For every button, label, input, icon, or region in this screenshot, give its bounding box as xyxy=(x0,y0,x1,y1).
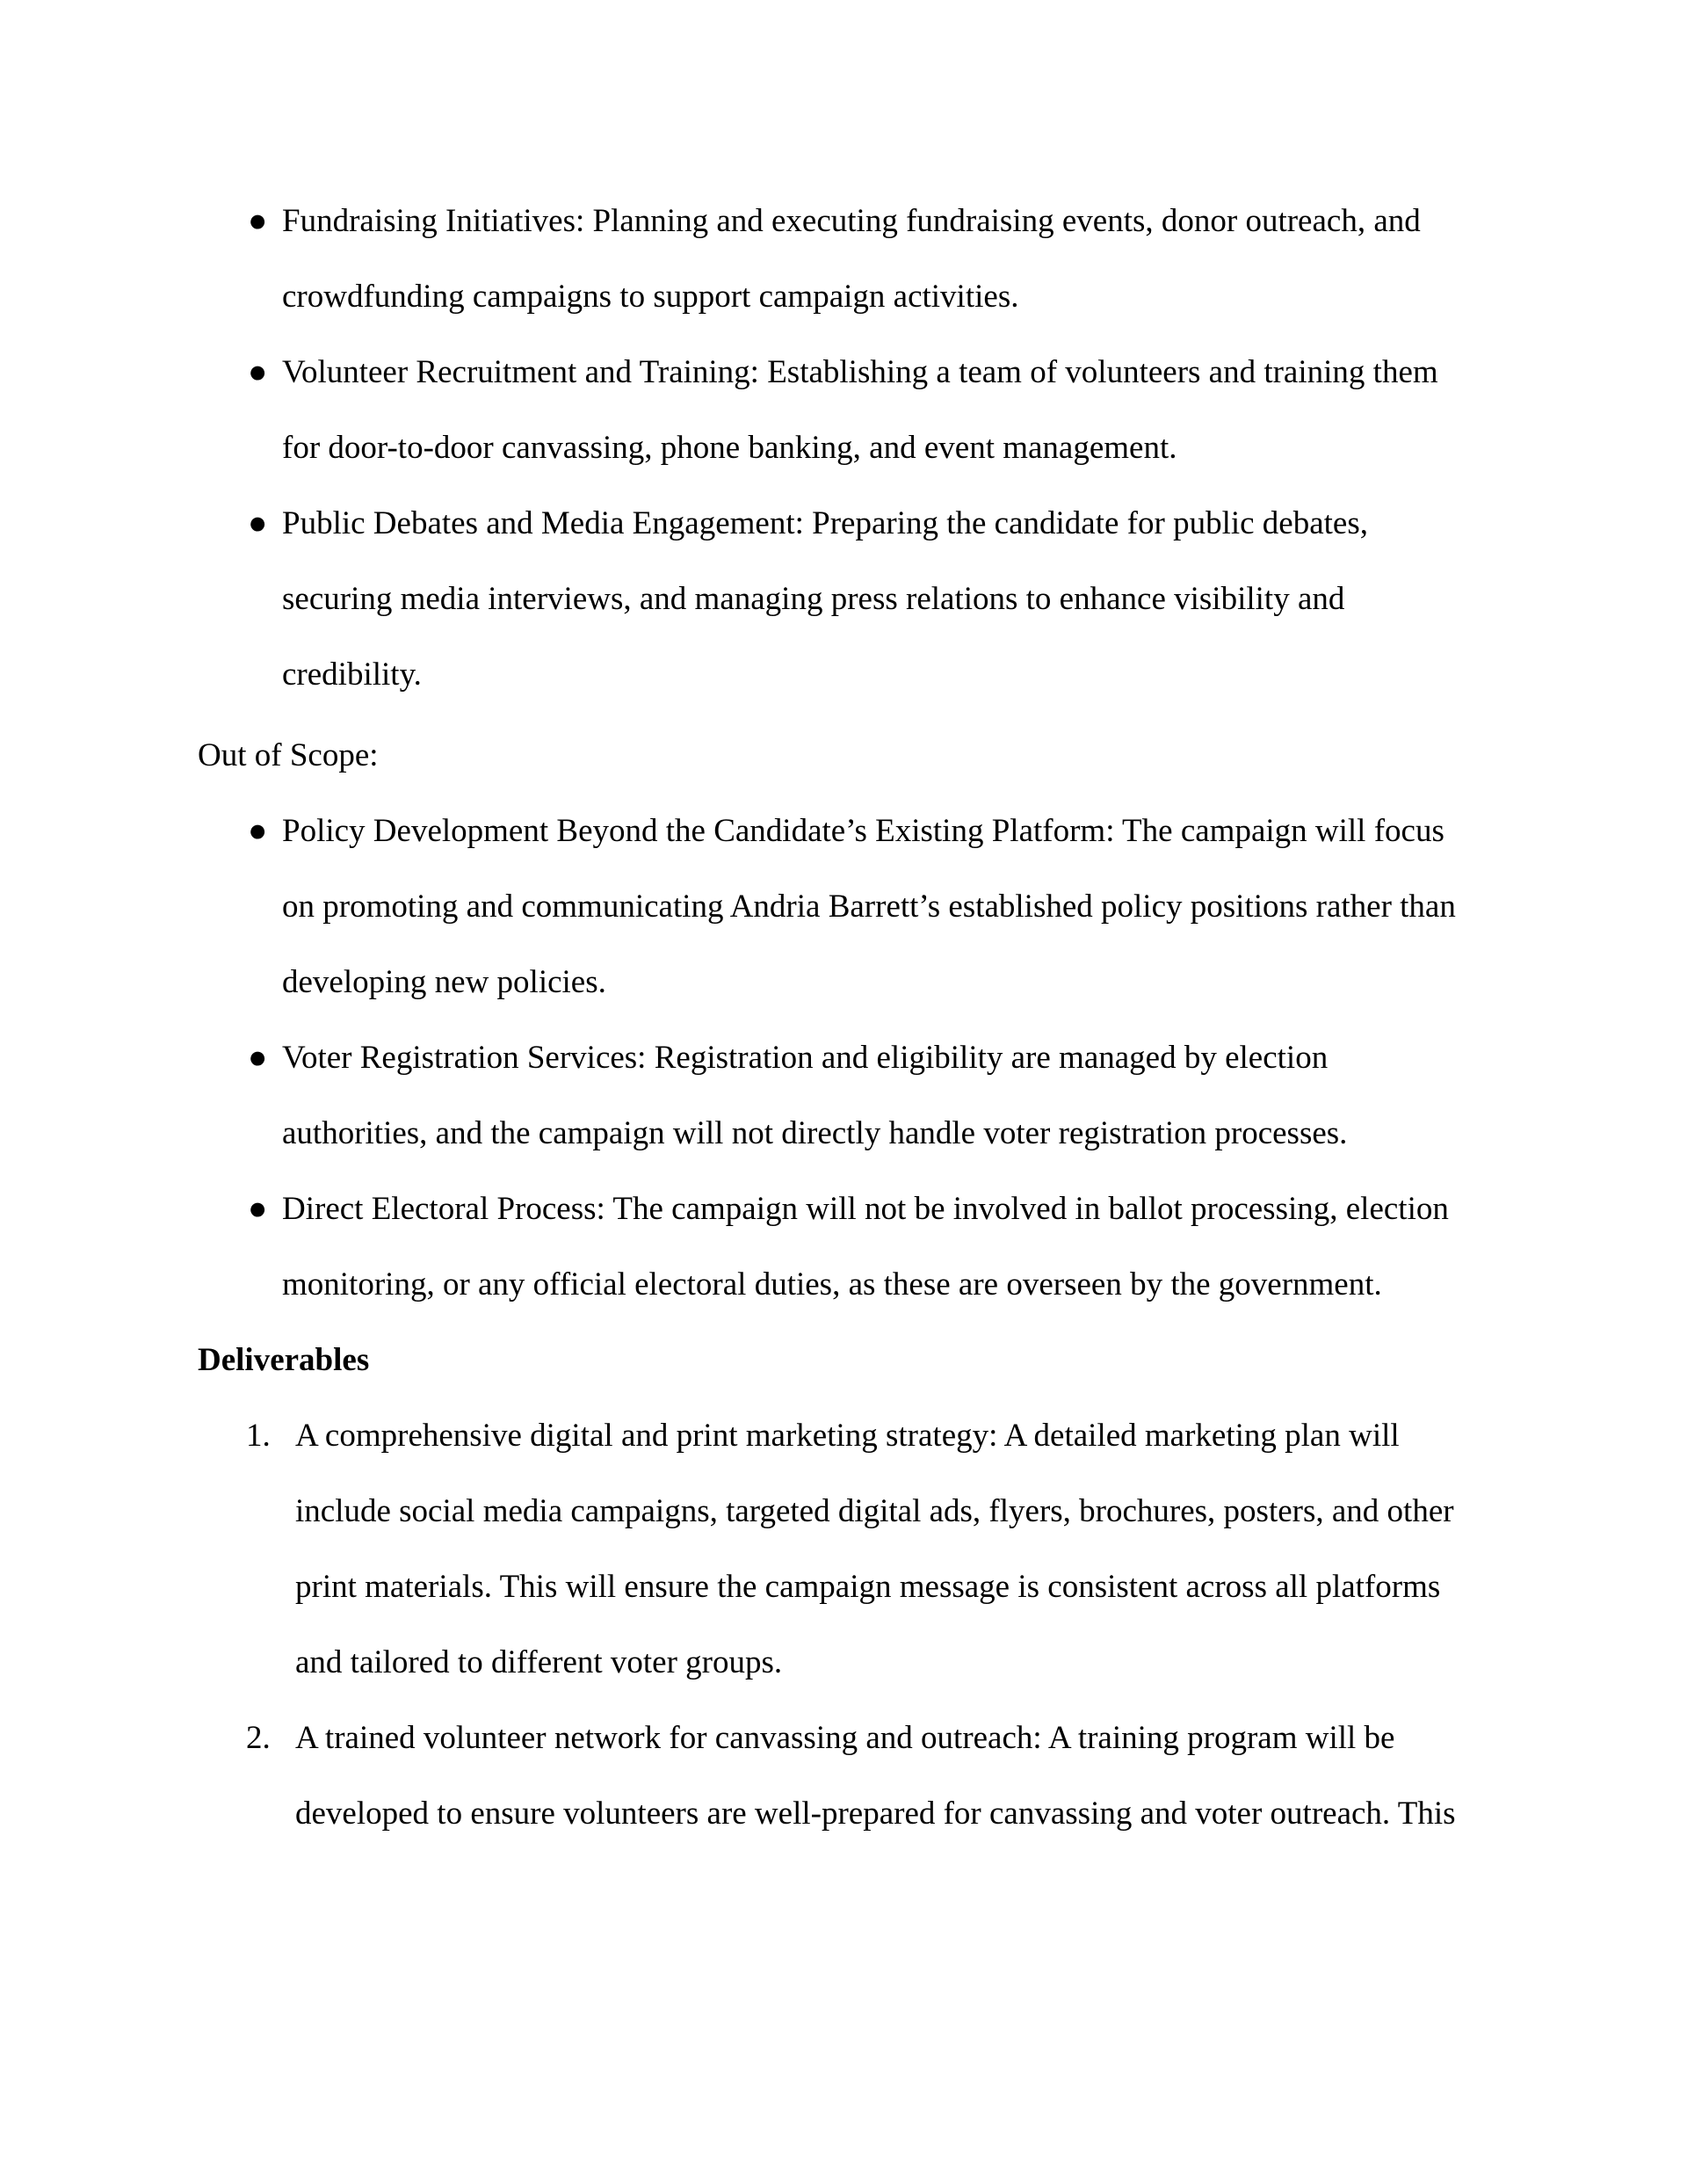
list-item-text xyxy=(282,335,1498,486)
list-item-text xyxy=(282,1020,1498,1172)
list-item xyxy=(198,794,1498,1020)
bullet-icon: ● xyxy=(248,1040,268,1076)
text-line: A trained volunteer network for canvassing and outreach: A training program will be xyxy=(295,1720,1395,1756)
out-of-scope-label: Out of Scope: xyxy=(198,737,379,773)
text-line: Direct Electoral Process: The campaign will not be involved in ballot processing, election xyxy=(282,1191,1449,1227)
document-content xyxy=(198,184,1498,1852)
bullet-icon: ● xyxy=(248,505,268,541)
text-line: for door-to-door canvassing, phone banking, and event management. xyxy=(282,430,1177,466)
text-line: monitoring, or any official electoral duties, as these are overseen by the government. xyxy=(282,1266,1382,1302)
text-line: and tailored to different voter groups. xyxy=(295,1644,783,1680)
list-item xyxy=(198,1701,1498,1852)
list-item xyxy=(198,1398,1498,1701)
deliverables-heading: Deliverables xyxy=(198,1342,370,1378)
list-item xyxy=(198,1020,1498,1172)
text-line: A comprehensive digital and print marketing strategy: A detailed marketing plan will xyxy=(295,1418,1400,1454)
text-line: developing new policies. xyxy=(282,964,606,1000)
list-item-text xyxy=(295,1701,1498,1852)
list-item xyxy=(198,335,1498,486)
text-line: include social media campaigns, targeted digital ads, flyers, brochures, posters, and other xyxy=(295,1493,1454,1529)
text-line: Policy Development Beyond the Candidate’s Existing Platform: The campaign will focus xyxy=(282,813,1444,849)
text-line: Fundraising Initiatives: Planning and executing fundraising events, donor outreach, and xyxy=(282,203,1421,239)
text-line: Volunteer Recruitment and Training: Establishing a team of volunteers and training them xyxy=(282,354,1438,390)
text-line: credibility. xyxy=(282,657,422,693)
list-number: 1. xyxy=(246,1418,271,1454)
list-item-text xyxy=(295,1398,1498,1701)
bullet-icon: ● xyxy=(248,1191,268,1227)
text-line: authorities, and the campaign will not directly handle voter registration processes. xyxy=(282,1115,1348,1151)
in-scope-list xyxy=(198,184,1498,713)
deliverables-list xyxy=(198,1398,1498,1852)
list-item-text xyxy=(282,486,1498,713)
text-line: crowdfunding campaigns to support campaign activities. xyxy=(282,279,1019,315)
list-item-text xyxy=(282,184,1498,335)
bullet-icon: ● xyxy=(248,354,268,390)
list-number: 2. xyxy=(246,1720,271,1756)
text-line: Voter Registration Services: Registration and eligibility are managed by election xyxy=(282,1040,1329,1076)
text-line: Public Debates and Media Engagement: Preparing the candidate for public debates, xyxy=(282,505,1368,541)
bullet-icon: ● xyxy=(248,813,268,849)
bullet-icon: ● xyxy=(248,203,268,239)
out-of-scope-list xyxy=(198,794,1498,1323)
text-line: on promoting and communicating Andria Barrett’s established policy positions rather than xyxy=(282,889,1456,925)
text-line: developed to ensure volunteers are well-prepared for canvassing and voter outreach. This xyxy=(295,1796,1456,1832)
list-item-text xyxy=(282,794,1498,1020)
list-item xyxy=(198,486,1498,713)
list-item xyxy=(198,184,1498,335)
list-item xyxy=(198,1172,1498,1323)
text-line: print materials. This will ensure the campaign message is consistent across all platforms xyxy=(295,1569,1441,1605)
list-item-text xyxy=(282,1172,1498,1323)
text-line: securing media interviews, and managing press relations to enhance visibility and xyxy=(282,581,1345,617)
